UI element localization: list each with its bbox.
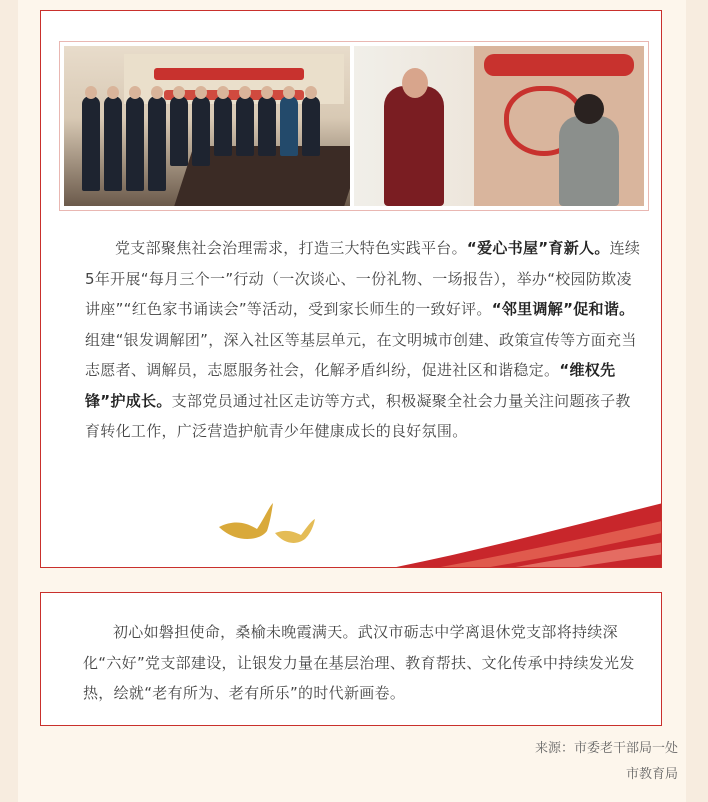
- group-photo: [64, 46, 350, 206]
- photo-person-head: [85, 86, 97, 99]
- photo-woman-head: [574, 94, 604, 124]
- rights-text: 支部党员通过社区走访等方式，积极凝聚全社会力量关注问题孩子教育转化工作，广泛营造护航青少年健康成长的良好氛围。: [85, 391, 631, 440]
- photo-person: [170, 96, 188, 166]
- exhibit-photo: [354, 46, 644, 206]
- source-credit: [535, 736, 678, 788]
- photo-person-head: [151, 86, 163, 99]
- conclusion-paragraph: 初心如磐担使命，桑榆未晚霞满天。武汉市砺志中学离退休党支部将持续深化“六好”党支部建设，让银发力量在基层治理、教育帮扶、文化传承中持续发光发热，绘就“老有所为、老有所乐”的时代新画卷。: [83, 623, 635, 702]
- source-line-1: 来源：市委老干部局一处: [534, 741, 678, 756]
- photo-person: [258, 96, 276, 156]
- photo-person: [148, 96, 166, 191]
- intro-text: 党支部聚焦社会治理需求，打造三大特色实践平台。: [115, 239, 467, 257]
- photo-person-head: [129, 86, 141, 99]
- highlight-love-bookhouse: “爱心书屋”育新人。: [466, 239, 610, 257]
- photo-person-head: [305, 86, 317, 99]
- highlight-rights-pioneer: “维权先锋”护成长。: [85, 361, 616, 410]
- photo-man-red-shirt: [384, 86, 444, 206]
- photo-person: [126, 96, 144, 191]
- photo-red-banner: [154, 68, 304, 80]
- left-background-strip: [0, 0, 18, 802]
- source-line-2: 市教育局: [625, 767, 678, 782]
- highlight-neighbor-mediation: “邻里调解”促和谐。: [491, 300, 635, 318]
- practice-platform-card: [40, 10, 662, 568]
- photo-person: [236, 96, 254, 156]
- photo-person: [104, 96, 122, 191]
- photo-strip: [59, 41, 649, 211]
- photo-woman: [559, 116, 619, 206]
- photo-person-head: [107, 86, 119, 99]
- bookhouse-text: 连续5年开展“每月三个一”行动（一次谈心、一份礼物、一场报告），举办“校园防欺凌讲座”“红色家书诵读会”等活动，受到家长师生的一致好评。: [85, 239, 641, 318]
- photo-person-head: [195, 86, 207, 99]
- photo-person-head: [283, 86, 295, 99]
- photo-person-head: [173, 86, 185, 99]
- practice-platform-paragraph: [85, 233, 645, 447]
- photo-person-head: [239, 86, 251, 99]
- photo-person: [192, 96, 210, 166]
- photo-person: [280, 96, 298, 156]
- photo-person: [214, 96, 232, 156]
- photo-person-head: [261, 86, 273, 99]
- red-ribbon-icon: [331, 501, 662, 568]
- photo-person: [302, 96, 320, 156]
- mediation-text: 组建“银发调解团”，深入社区等基层单元，在文明城市创建、政策宣传等方面充当志愿者、调解员，志愿服务社会，化解矛盾纠纷，促进社区和谐稳定。: [85, 330, 637, 379]
- photo-man-head: [402, 68, 428, 98]
- conclusion-card: [40, 592, 662, 726]
- photo-red-sign: [484, 54, 634, 76]
- photo-person: [82, 96, 100, 191]
- dove-icon: [217, 499, 317, 549]
- photo-person-head: [217, 86, 229, 99]
- right-background-strip: [686, 0, 708, 802]
